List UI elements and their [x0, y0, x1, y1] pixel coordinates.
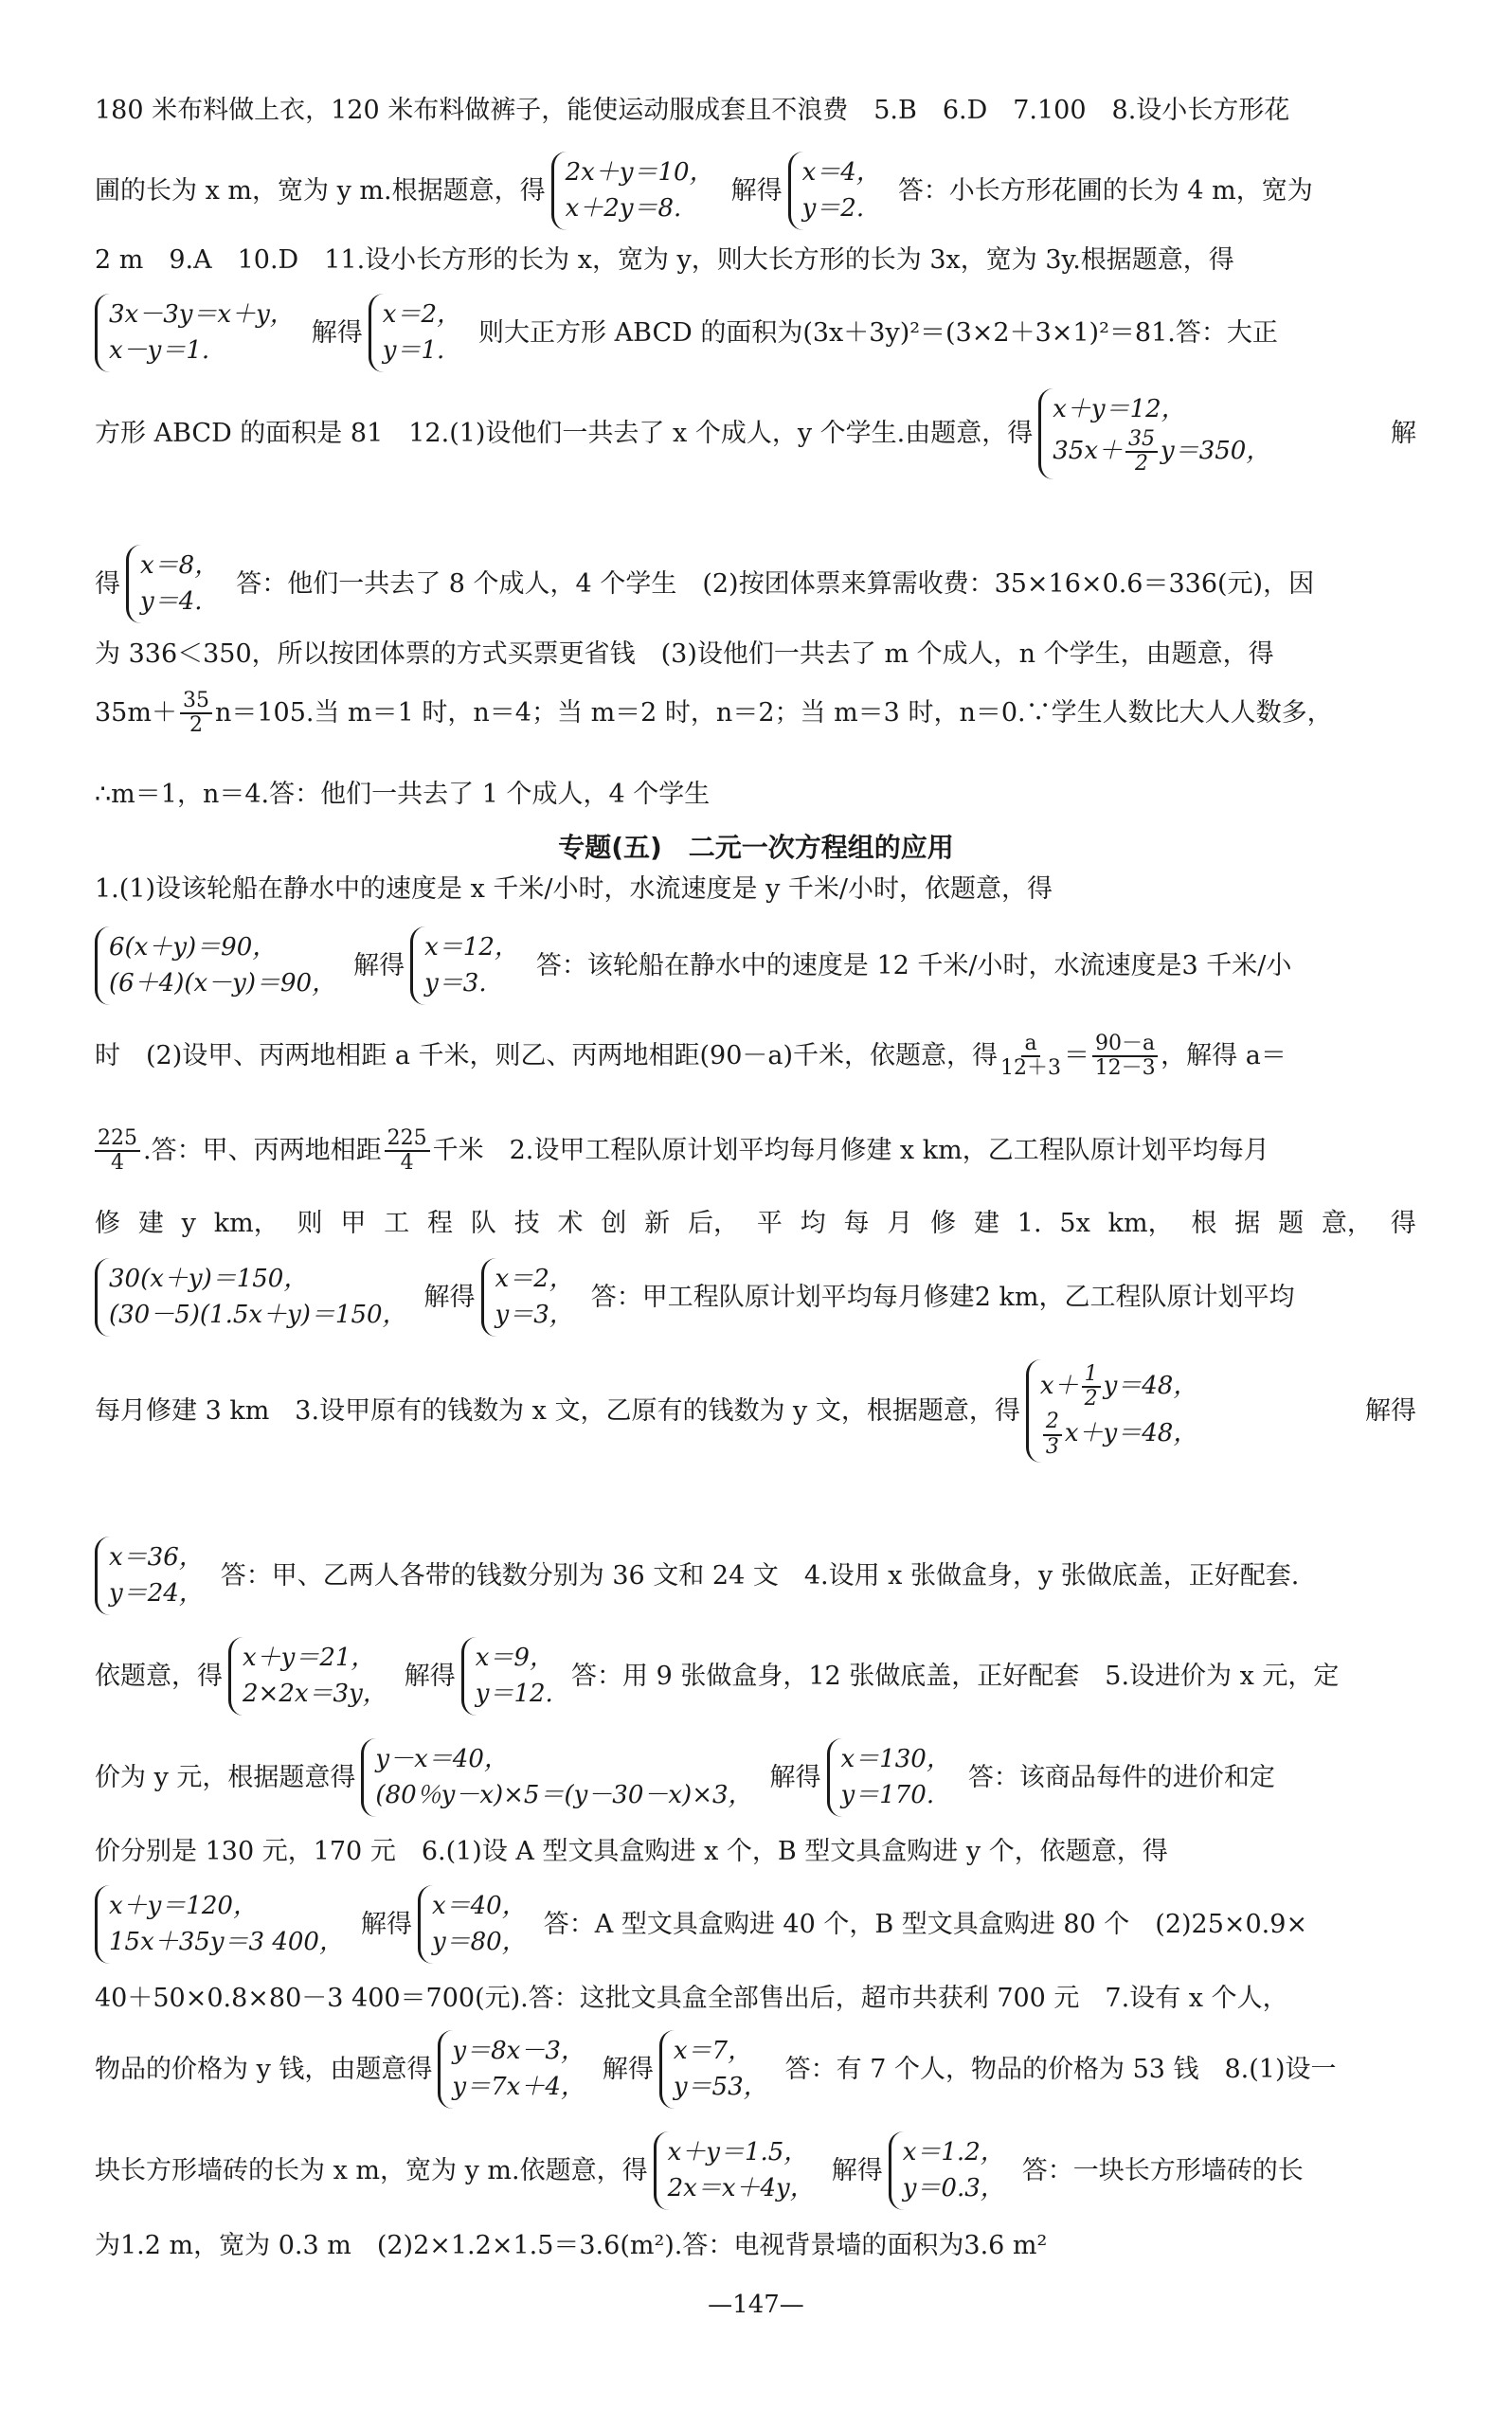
numerator: 1	[1082, 1363, 1101, 1388]
text-line-6	[95, 545, 1416, 623]
line-text: 解	[1391, 419, 1416, 449]
line-text: 解得	[602, 2054, 654, 2084]
word: 意，	[1321, 1209, 1373, 1238]
equation: (30－5)(1.5x＋y)＝150，	[109, 1300, 407, 1329]
line-text: 解得	[769, 1762, 821, 1792]
numerator: 90－a	[1092, 1033, 1158, 1057]
equation: x＝9，	[475, 1644, 554, 1672]
equation: x＝36，	[109, 1543, 204, 1572]
word: 得	[1390, 1209, 1416, 1238]
word: 建	[137, 1209, 164, 1238]
line-text: 解得	[404, 1661, 456, 1691]
equation: y＝170.	[840, 1780, 935, 1809]
denominator: 12－3	[1094, 1056, 1156, 1081]
numerator: 225	[385, 1127, 430, 1152]
line-text: 答：小长方形花圃的长为 4 m，宽为	[897, 175, 1313, 206]
solution-system	[788, 152, 889, 230]
equation: y＝53，	[673, 2072, 768, 2101]
text-line-11	[95, 926, 1416, 1005]
equation: x＋y＝1.5，	[667, 2138, 809, 2166]
line-text: 解得	[360, 1909, 412, 1939]
solution-system	[95, 1537, 211, 1615]
line-text: 2 m 9.A 10.D 11.设小长方形的长为 x，宽为 y，则大长方形的长为 3x，宽为 3y.根据题意，得	[95, 245, 1234, 275]
solution-system	[410, 926, 527, 1005]
text-line-20	[95, 1836, 1416, 1868]
equation: y＝1.	[382, 335, 445, 365]
equation: x＝2，	[495, 1265, 574, 1293]
equation: y＝2.	[801, 193, 865, 223]
page-number: —147—	[708, 2291, 804, 2319]
word: km，	[1107, 1209, 1174, 1238]
line-text: 解得	[1365, 1395, 1416, 1426]
equation: y＝3.	[424, 968, 487, 998]
line-text: ∴m＝1，n＝4.答：他们一共去了 1 个成人，4 个学生	[95, 780, 711, 809]
text-line-21	[95, 1885, 1416, 1964]
solution-system	[418, 1885, 534, 1964]
equation-system	[95, 1885, 351, 1964]
line-text: 解得	[353, 950, 405, 980]
text-line-19	[95, 1738, 1416, 1817]
line-text: 答：甲工程队原计划平均每月修建2 km，乙工程队原计划平均	[590, 1282, 1295, 1312]
equation: (80％y－x)×5＝(y－30－x)×3，	[375, 1780, 753, 1809]
line-text: 为1.2 m，宽为 0.3 m (2)2×1.2×1.5＝3.6(m²).答：电视背景墙的面积为3.6 m²	[95, 2231, 1048, 2260]
line-text: 答：有 7 个人，物品的价格为 53 钱 8.(1)设一	[784, 2054, 1337, 2084]
equation: x＝130，	[840, 1745, 951, 1773]
equation: x＋y＝21，	[243, 1644, 376, 1672]
equation-part: 35x＋	[1053, 436, 1123, 465]
fraction	[1000, 1033, 1061, 1080]
solution-system	[369, 294, 469, 372]
line-text: 35m＋	[95, 698, 177, 728]
solution-system	[827, 1738, 959, 1817]
word: 修	[95, 1209, 120, 1238]
equation-system	[438, 2030, 592, 2109]
text-line-14	[95, 1208, 1416, 1240]
text-line-8	[95, 690, 1416, 737]
line-text: 解得	[423, 1282, 476, 1312]
equation-system	[1026, 1359, 1205, 1463]
fraction	[95, 1127, 140, 1175]
line-text: 依题意，得	[95, 1661, 223, 1691]
line-text: 为 336＜350，所以按团体票的方式买票更省钱 (3)设他们一共去了 m 个成人，n 个学生，由题意，得	[95, 639, 1274, 669]
equation: y＝12.	[475, 1679, 553, 1708]
text-line-12	[95, 1033, 1416, 1080]
equation: y＝8x－3，	[452, 2037, 585, 2065]
numerator: a	[1021, 1033, 1039, 1057]
word: 月	[887, 1209, 913, 1238]
line-text: 答：该轮船在静水中的速度是 12 千米/小时，水流速度是3 千米/小	[535, 950, 1292, 980]
line-text: ＝	[1064, 1041, 1090, 1071]
solution-system	[126, 545, 226, 623]
text-line-1	[95, 95, 1416, 127]
fraction	[1082, 1363, 1101, 1411]
equation: 15x＋35y＝3 400，	[109, 1927, 344, 1956]
equation: 2x＋y＝10，	[565, 158, 714, 187]
word: km，	[213, 1209, 279, 1238]
text-line-15	[95, 1258, 1416, 1337]
text-line-13	[95, 1127, 1416, 1175]
line-text: 得	[95, 568, 120, 599]
equation: 3x－3y＝x＋y，	[109, 300, 295, 329]
equation: x＝4，	[801, 158, 881, 187]
numerator: 2	[1043, 1411, 1062, 1435]
section-heading: 专题(五) 二元一次方程组的应用	[558, 832, 954, 863]
line-text: .答：甲、丙两地相距	[143, 1136, 382, 1166]
text-line-24	[95, 2131, 1416, 2210]
word: 新	[644, 1209, 671, 1238]
equation-system	[654, 2131, 822, 2210]
text-line-25	[95, 2230, 1416, 2262]
word: 建	[973, 1209, 999, 1238]
equation: x＋y＝120，	[109, 1892, 258, 1920]
line-text: 块长方形墙砖的长为 x m，宽为 y m.依题意，得	[95, 2155, 648, 2185]
equation-system	[95, 294, 302, 372]
equation: (6＋4)(x－y)＝90，	[109, 968, 337, 998]
equation-system	[361, 1738, 760, 1817]
equation: y＝3，	[495, 1300, 574, 1329]
equation-system	[551, 152, 722, 230]
equation: x＝7，	[673, 2037, 753, 2065]
line-text: n＝105.当 m＝1 时，n＝4；当 m＝2 时，n＝2；当 m＝3 时，n＝0.∵学生人数比大人人数多，	[214, 698, 1333, 728]
text-line-4	[95, 294, 1416, 372]
equation-system	[228, 1637, 395, 1716]
text-line-9	[95, 779, 1416, 811]
line-text: 解得	[730, 175, 783, 206]
line-text: 答：甲、乙两人各带的钱数分别为 36 文和 24 文 4.设用 x 张做盒身，y 张做底盖，正好配套.	[220, 1560, 1300, 1591]
denominator: 2	[189, 713, 203, 738]
equation: x－y＝1.	[109, 335, 210, 365]
line-text: 解得	[311, 317, 363, 348]
line-text: 解得	[831, 2155, 883, 2185]
word: 则	[297, 1209, 323, 1238]
equation: 6(x＋y)＝90，	[109, 933, 278, 962]
line-text: 千米 2.设甲工程队原计划平均每月修建 x km，乙工程队原计划平均每月	[432, 1136, 1269, 1166]
equation-part: y＝350，	[1161, 436, 1271, 465]
equation	[1053, 428, 1270, 476]
equation-system	[95, 926, 344, 1005]
word: 据	[1234, 1209, 1261, 1238]
line-text: 方形 ABCD 的面积是 81 12.(1)设他们一共去了 x 个成人，y 个学生.由题意，得	[95, 419, 1034, 449]
text-line-22	[95, 1983, 1416, 2015]
denominator: 4	[111, 1151, 124, 1176]
line-text: 时 (2)设甲、丙两地相距 a 千米，则乙、丙两地相距(90－a)千米，依题意，得	[95, 1041, 999, 1071]
equation: x＝2，	[382, 300, 462, 329]
equation-part: y＝48，	[1103, 1372, 1198, 1401]
equation-part: x＋	[1039, 1372, 1079, 1401]
text-line-7	[95, 638, 1416, 671]
fraction	[1043, 1411, 1062, 1458]
word: 队	[470, 1209, 496, 1238]
word: 根	[1191, 1209, 1217, 1238]
text-line-10	[95, 873, 1416, 906]
numerator: 225	[95, 1127, 140, 1152]
text-line-16	[95, 1359, 1416, 1463]
text-line-18	[95, 1637, 1416, 1716]
equation: y＝4.	[140, 586, 203, 616]
word: 后，	[688, 1209, 739, 1238]
fraction	[1092, 1033, 1158, 1080]
word: 5x	[1059, 1209, 1090, 1238]
word: 工	[384, 1209, 410, 1238]
text-line-17	[95, 1537, 1416, 1615]
equation: y＝24，	[109, 1578, 204, 1608]
equation-system	[95, 1258, 415, 1337]
line-text: 每月修建 3 km 3.设甲原有的钱数为 x 文，乙原有的钱数为 y 文，根据题意，得	[95, 1395, 1020, 1426]
line-text: 答：A 型文具盒购进 40 个，B 型文具盒购进 80 个 (2)25×0.9×	[543, 1909, 1308, 1939]
equation: x＝12，	[424, 933, 519, 962]
line-text: 答：该商品每件的进价和定	[967, 1762, 1275, 1792]
word: 技	[513, 1209, 540, 1238]
numerator: 35	[1125, 428, 1158, 453]
word: y	[181, 1209, 196, 1238]
word: 1.	[1017, 1209, 1042, 1238]
equation: y＝0.3，	[902, 2173, 1005, 2202]
fraction	[1125, 428, 1158, 476]
word: 每	[843, 1209, 870, 1238]
denominator: 12＋3	[1000, 1056, 1062, 1081]
line-text: 则大正方形 ABCD 的面积为(3x＋3y)²＝(3×2＋3×1)²＝81.答：大正	[478, 317, 1278, 348]
text-line-2	[95, 152, 1416, 230]
equation-part: x＋y＝48，	[1064, 1419, 1198, 1448]
text-line-23	[95, 2030, 1416, 2109]
solution-system	[481, 1258, 582, 1337]
line-text: 180 米布料做上衣，120 米布料做裤子，能使运动服成套且不浪费 5.B 6.D 7.100 8.设小长方形花	[95, 96, 1290, 125]
equation: 2x＝x＋4y，	[667, 2173, 815, 2202]
equation: x＝40，	[431, 1892, 527, 1920]
solution-system	[889, 2131, 1013, 2210]
denominator: 3	[1045, 1434, 1059, 1459]
denominator: 2	[1084, 1387, 1098, 1411]
equation: y－x＝40，	[375, 1745, 509, 1773]
word: 题	[1278, 1209, 1305, 1238]
fraction	[385, 1127, 430, 1175]
line-text: 价为 y 元，根据题意得	[95, 1762, 356, 1792]
equation: 30(x＋y)＝150，	[109, 1265, 309, 1293]
equation: y＝80，	[431, 1927, 527, 1956]
line-text: 圃的长为 x m，宽为 y m.根据题意，得	[95, 175, 546, 206]
equation	[1040, 1363, 1197, 1411]
line-text: 物品的价格为 y 钱，由题意得	[95, 2054, 433, 2084]
line-text: 价分别是 130 元，170 元 6.(1)设 A 型文具盒购进 x 个，B 型文具盒购进 y 个，依题意，得	[95, 1837, 1168, 1866]
line-text: 答：一块长方形墙砖的长	[1021, 2155, 1304, 2185]
word: 创	[601, 1209, 627, 1238]
equation: x＋y＝12，	[1053, 395, 1186, 423]
equation: 2×2x＝3y，	[243, 1679, 387, 1708]
word: 甲	[340, 1209, 367, 1238]
equation-system	[1038, 388, 1278, 479]
word: 均	[800, 1209, 826, 1238]
word: 程	[427, 1209, 454, 1238]
line-text: 答：用 9 张做盒身，12 张做底盖，正好配套 5.设进价为 x 元，定	[570, 1661, 1340, 1691]
denominator: 2	[1135, 451, 1148, 476]
equation: x＝8，	[140, 551, 220, 580]
word: 平	[756, 1209, 783, 1238]
line-text: ，解得 a＝	[1161, 1041, 1287, 1071]
numerator: 35	[180, 690, 212, 714]
equation: y＝7x＋4，	[452, 2072, 585, 2101]
solution-system	[461, 1637, 562, 1716]
equation: x＋2y＝8.	[565, 193, 682, 223]
text-line-5	[95, 388, 1416, 479]
equation: x＝1.2，	[902, 2138, 1005, 2166]
fraction	[180, 690, 212, 737]
line-text: 答：他们一共去了 8 个成人，4 个学生 (2)按团体票来算需收费：35×16×0.6＝336(元)，因	[236, 568, 1315, 599]
word: 修	[930, 1209, 957, 1238]
line-text: 1.(1)设该轮船在静水中的速度是 x 千米/小时，水流速度是 y 千米/小时，依题意，得	[95, 874, 1053, 904]
equation	[1040, 1411, 1197, 1458]
line-text: 40＋50×0.8×80－3 400＝700(元).答：这批文具盒全部售出后，超市共获利 700 元 7.设有 x 个人，	[95, 1984, 1288, 2013]
text-line-3	[95, 244, 1416, 277]
solution-system	[659, 2030, 776, 2109]
denominator: 4	[400, 1151, 414, 1176]
word: 术	[557, 1209, 584, 1238]
